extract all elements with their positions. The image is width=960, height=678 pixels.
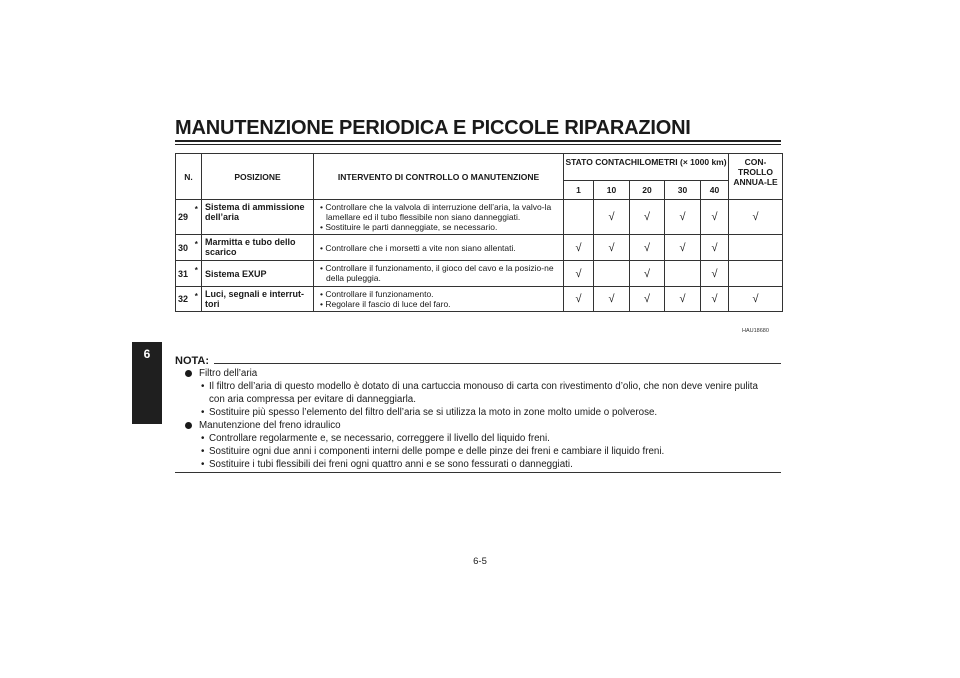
title-rule-thin — [175, 144, 781, 145]
filled-circle-bullet-icon — [185, 370, 192, 377]
bullet-dot-icon: • — [201, 459, 205, 470]
nota-body — [175, 367, 775, 471]
table-row — [176, 200, 783, 235]
row-actions — [314, 235, 564, 261]
header-number: N. — [176, 154, 202, 200]
row-star: * — [192, 287, 202, 312]
row-star: * — [192, 261, 202, 287]
nota-item — [175, 380, 775, 406]
bullet-dot-icon: • — [201, 446, 205, 457]
row-actions — [314, 200, 564, 235]
row-action: • Sostituire le parti danneggiate, se necessario. — [320, 222, 498, 232]
check-30 — [665, 261, 701, 287]
header-km-20: 20 — [630, 181, 665, 200]
bullet-dot-icon: • — [201, 407, 205, 418]
check-40: √ — [701, 200, 729, 235]
header-km-40: 40 — [701, 181, 729, 200]
maintenance-table — [175, 153, 783, 312]
nota-section — [175, 367, 775, 380]
check-1: √ — [564, 235, 594, 261]
nota-item-text: Sostituire i tubi flessibili dei freni ogni quattro anni e se sono fessurati o danneggiati. — [209, 459, 573, 470]
check-20: √ — [630, 235, 665, 261]
title-rule — [175, 140, 781, 142]
row-position: Marmitta e tubo dello scarico — [202, 235, 314, 261]
header-km-1: 1 — [564, 181, 594, 200]
reference-code: HAU18680 — [742, 328, 769, 334]
row-position: Sistema EXUP — [202, 261, 314, 287]
nota-section — [175, 419, 775, 432]
check-1 — [564, 200, 594, 235]
row-actions — [314, 287, 564, 312]
check-10: √ — [594, 287, 630, 312]
header-intervention: INTERVENTO DI CONTROLLO O MANUTENZIONE — [314, 154, 564, 200]
check-10: √ — [594, 200, 630, 235]
row-action: • Regolare il fascio di luce del faro. — [320, 299, 451, 309]
nota-rule — [214, 363, 781, 364]
header-km-10: 10 — [594, 181, 630, 200]
table-row — [176, 287, 783, 312]
row-action: • Controllare che i morsetti a vite non siano allentati. — [320, 242, 516, 253]
header-km-30: 30 — [665, 181, 701, 200]
check-40: √ — [701, 261, 729, 287]
check-20: √ — [630, 261, 665, 287]
check-30: √ — [665, 200, 701, 235]
chapter-tab: 6 — [132, 342, 162, 424]
row-action: • Controllare il funzionamento, il gioco del cavo e la posizio-ne della puleggia. — [320, 263, 554, 283]
check-annual: √ — [729, 287, 783, 312]
row-number: 29 — [176, 200, 192, 235]
filled-circle-bullet-icon — [185, 422, 192, 429]
nota-item — [175, 432, 775, 445]
header-position: POSIZIONE — [202, 154, 314, 200]
check-annual — [729, 235, 783, 261]
check-10 — [594, 261, 630, 287]
check-20: √ — [630, 200, 665, 235]
check-1: √ — [564, 261, 594, 287]
nota-item — [175, 458, 775, 471]
header-annual-check: CON-TROLLO ANNUA-LE — [729, 154, 783, 200]
row-actions — [314, 261, 564, 287]
nota-section-title: Manutenzione del freno idraulico — [199, 420, 341, 431]
nota-end-rule — [175, 472, 781, 473]
nota-heading: NOTA: — [175, 355, 210, 367]
nota-section-title: Filtro dell’aria — [199, 368, 258, 379]
table-row — [176, 235, 783, 261]
row-position: Sistema di ammissione dell’aria — [202, 200, 314, 235]
check-annual: √ — [729, 200, 783, 235]
row-star: * — [192, 235, 202, 261]
page-title: MANUTENZIONE PERIODICA E PICCOLE RIPARAZIONI — [175, 117, 691, 139]
nota-item — [175, 445, 775, 458]
check-30: √ — [665, 287, 701, 312]
row-action: • Controllare che la valvola di interruzione dell’aria, la valvo-la lamellare ed il tubo flessibile non siano danneggiati. — [320, 202, 552, 222]
check-20: √ — [630, 287, 665, 312]
row-number: 30 — [176, 235, 192, 261]
nota-item — [175, 406, 775, 419]
check-30: √ — [665, 235, 701, 261]
bullet-dot-icon: • — [201, 381, 205, 392]
check-40: √ — [701, 235, 729, 261]
nota-item-text: Il filtro dell’aria di questo modello è dotato di una cartuccia monouso di carta con rivestimento d’olio, che non deve venire pulita con aria compressa per evitare di danneggiarla. — [209, 381, 758, 405]
check-10: √ — [594, 235, 630, 261]
row-action: • Controllare il funzionamento. — [320, 289, 434, 299]
nota-item-text: Sostituire più spesso l’elemento del filtro dell’aria se si utilizza la moto in zone molto umide o polverose. — [209, 407, 658, 418]
row-star: * — [192, 200, 202, 235]
header-odometer: STATO CONTACHILOMETRI (× 1000 km) — [564, 154, 729, 181]
check-annual — [729, 261, 783, 287]
table-row — [176, 261, 783, 287]
row-number: 32 — [176, 287, 192, 312]
check-1: √ — [564, 287, 594, 312]
row-number: 31 — [176, 261, 192, 287]
bullet-dot-icon: • — [201, 433, 205, 444]
nota-item-text: Controllare regolarmente e, se necessario, correggere il livello del liquido freni. — [209, 433, 550, 444]
row-position: Luci, segnali e interrut-tori — [202, 287, 314, 312]
check-40: √ — [701, 287, 729, 312]
page-number: 6-5 — [473, 556, 487, 567]
nota-item-text: Sostituire ogni due anni i componenti interni delle pompe e delle pinze dei freni e cambiare il liquido freni. — [209, 446, 665, 457]
